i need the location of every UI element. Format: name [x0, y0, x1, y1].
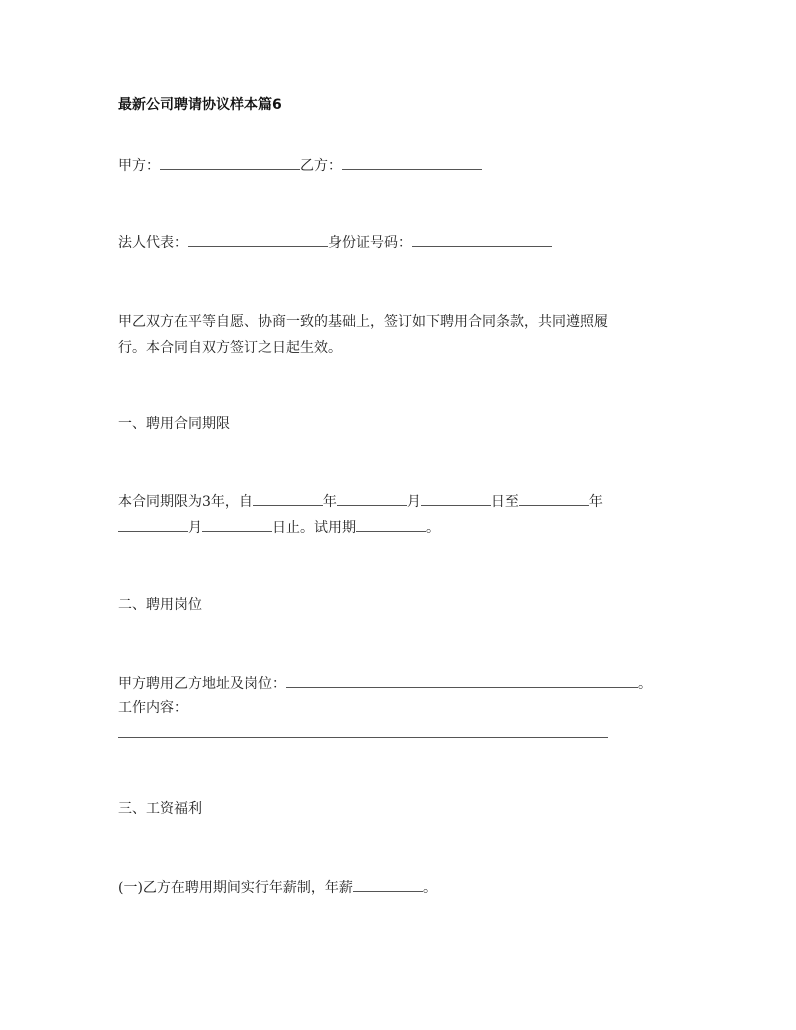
salary-blank: [353, 877, 423, 892]
salary-line: [118, 877, 437, 899]
party-b-label: 乙方：: [300, 158, 342, 174]
probation-blank: [356, 517, 426, 532]
term-line-2: [118, 517, 440, 539]
section-2-heading: 二、聘用岗位: [118, 597, 202, 613]
section-3-heading: 三、工资福利: [118, 801, 202, 817]
day-end-label: 日止。试用期: [272, 520, 356, 536]
salary-period-end: 。: [422, 880, 437, 896]
end-day-blank: [202, 517, 272, 532]
position-line: [118, 673, 652, 695]
term-line-1: [118, 491, 603, 513]
start-year-blank: [253, 491, 323, 506]
end-year-blank: [519, 491, 589, 506]
party-line: [118, 155, 482, 177]
position-period-end: 。: [638, 676, 652, 692]
month-label: 月: [406, 494, 421, 510]
position-blank: [286, 673, 638, 688]
salary-prefix: (一)乙方在聘用期间实行年薪制，年薪: [118, 880, 353, 896]
legal-rep-blank: [188, 232, 328, 247]
position-label: 甲方聘用乙方地址及岗位：: [118, 676, 286, 692]
party-a-blank: [160, 155, 300, 170]
work-content-blank: [118, 737, 608, 738]
preamble-line-2: 行。本合同自双方签订之日起生效。: [118, 340, 342, 356]
work-content-label: 工作内容：: [118, 700, 188, 716]
year-label: 年: [322, 494, 337, 510]
preamble-line-1: 甲乙双方在平等自愿、协商一致的基础上，签订如下聘用合同条款，共同遵照履: [118, 314, 608, 330]
day-to-label: 日至: [490, 494, 519, 510]
start-month-blank: [337, 491, 407, 506]
end-month-label: 月: [188, 520, 202, 536]
term-period-end: 。: [426, 520, 440, 536]
id-number-label: 身份证号码：: [328, 235, 412, 251]
party-b-blank: [342, 155, 482, 170]
end-year-label: 年: [588, 494, 603, 510]
section-1-heading: 一、聘用合同期限: [118, 416, 230, 432]
id-number-blank: [412, 232, 552, 247]
document-title: 最新公司聘请协议样本篇6: [118, 97, 282, 113]
start-day-blank: [421, 491, 491, 506]
end-month-blank: [118, 517, 188, 532]
party-a-label: 甲方：: [118, 158, 160, 174]
legal-rep-line: [118, 232, 552, 254]
legal-rep-label: 法人代表：: [118, 235, 188, 251]
term-prefix: 本合同期限为3年，自: [118, 494, 253, 510]
